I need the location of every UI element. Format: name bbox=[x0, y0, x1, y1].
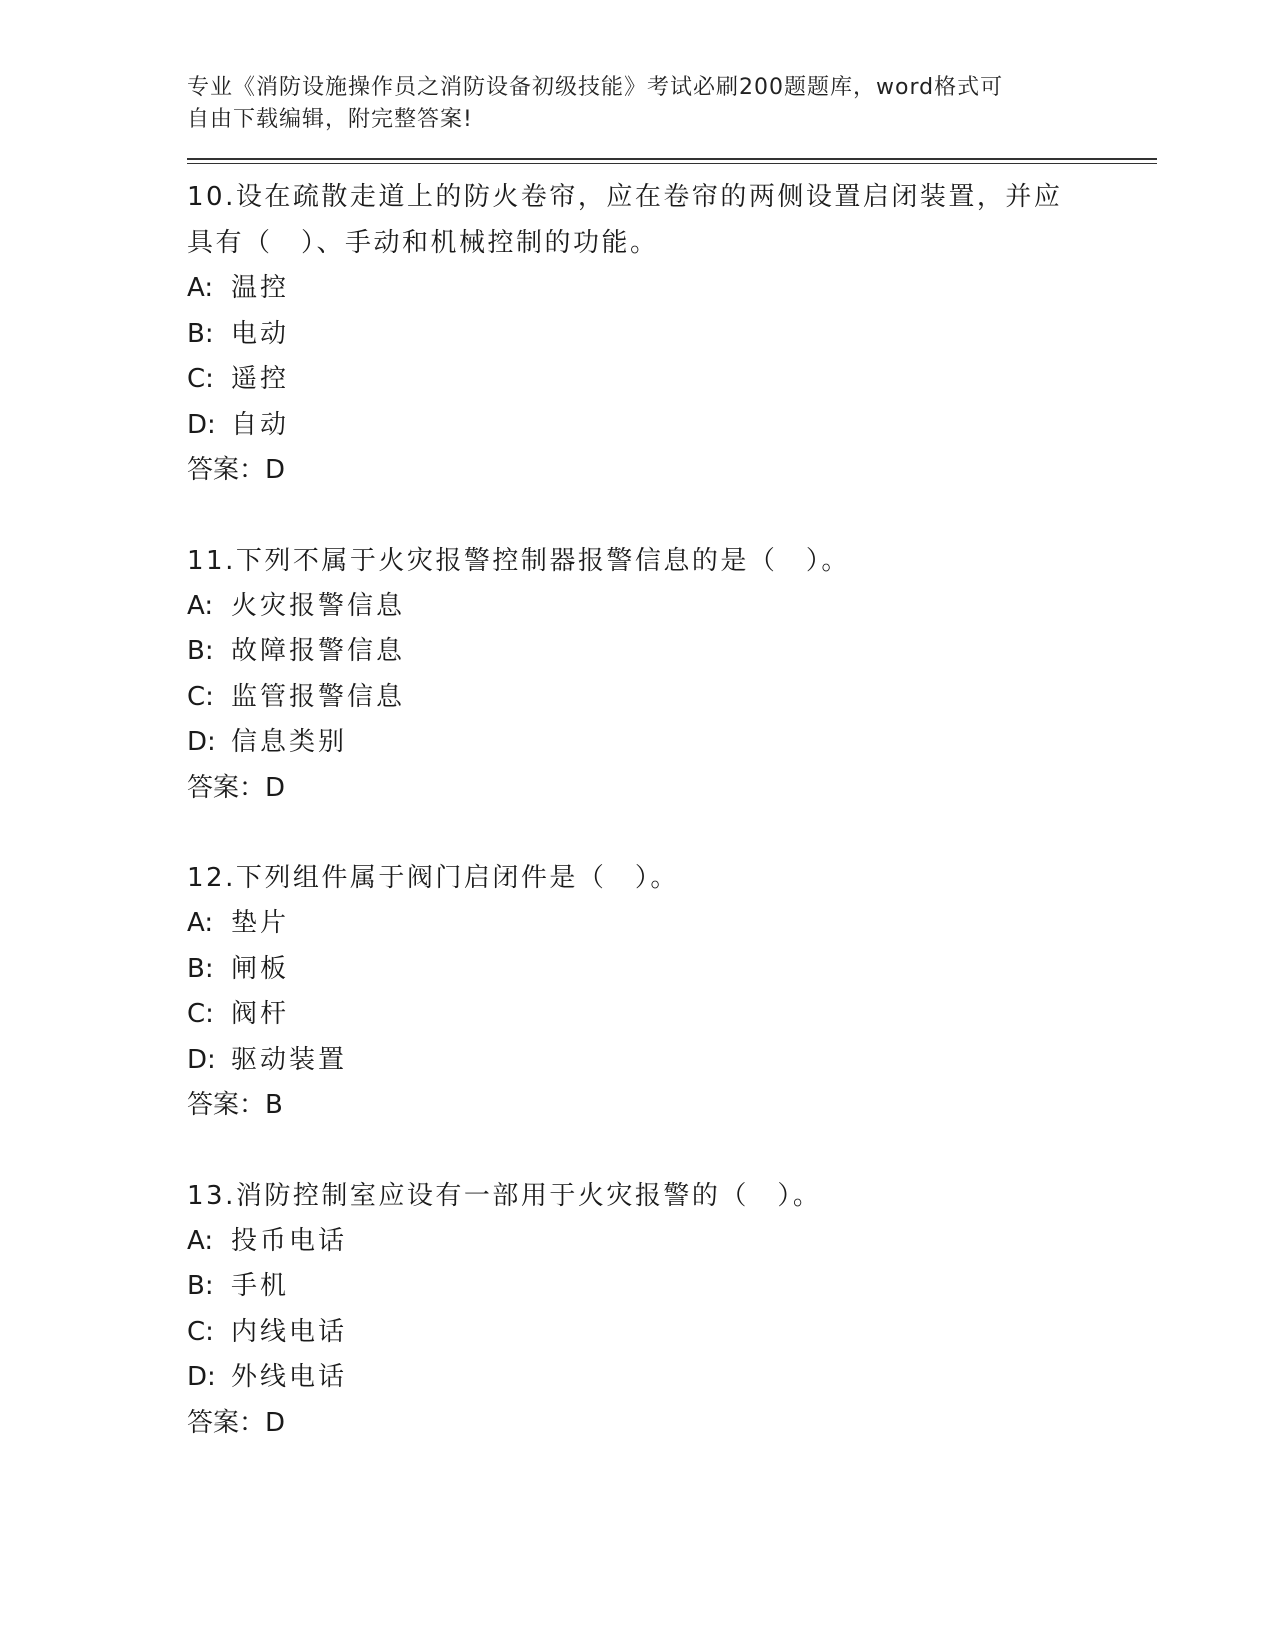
option-key: C: bbox=[187, 999, 214, 1029]
question-stem-continued: 具有（ ）、手动和机械控制的功能。 bbox=[187, 228, 659, 258]
option-text: 故障报警信息 bbox=[231, 636, 406, 666]
option-key: A: bbox=[187, 908, 214, 938]
option-a bbox=[187, 901, 1157, 947]
option-c bbox=[187, 992, 1157, 1038]
question-stem: 10.设在疏散走道上的防火卷帘，应在卷帘的两侧设置启闭装置，并应 bbox=[187, 182, 1063, 212]
option-key: C: bbox=[187, 681, 214, 712]
option-c bbox=[187, 675, 1157, 721]
option-a bbox=[187, 266, 1157, 312]
option-a bbox=[187, 1219, 1157, 1265]
option-key: A: bbox=[187, 590, 214, 621]
question-stem: 11.下列不属于火灾报警控制器报警信息的是（ ）。 bbox=[187, 545, 850, 576]
option-b bbox=[187, 1264, 1157, 1310]
document-page bbox=[187, 72, 1157, 1446]
option-key: D: bbox=[187, 727, 216, 757]
option-text: 垫片 bbox=[231, 908, 290, 938]
question-block bbox=[187, 538, 1157, 812]
option-key: B: bbox=[187, 1271, 214, 1301]
option-key: B: bbox=[187, 636, 214, 666]
option-key: C: bbox=[187, 1316, 214, 1347]
option-text: 阀杆 bbox=[231, 999, 290, 1029]
option-d bbox=[187, 403, 1157, 449]
option-d bbox=[187, 720, 1157, 766]
answer-line: 答案：D bbox=[187, 1407, 286, 1438]
option-text: 投币电话 bbox=[231, 1225, 348, 1256]
option-b bbox=[187, 629, 1157, 675]
answer-line: 答案：D bbox=[187, 455, 286, 485]
header-divider bbox=[187, 158, 1157, 164]
option-text: 驱动装置 bbox=[231, 1044, 348, 1075]
question-stem: 13.消防控制室应设有一部用于火灾报警的（ ）。 bbox=[187, 1180, 822, 1211]
header-line-1: 专业《消防设施操作员之消防设备初级技能》考试必刷200题题库，word格式可 bbox=[187, 75, 1004, 100]
option-key: A: bbox=[187, 1225, 214, 1256]
option-c bbox=[187, 1310, 1157, 1356]
option-text: 内线电话 bbox=[231, 1316, 348, 1347]
option-text: 自动 bbox=[231, 409, 290, 440]
answer-line: 答案：B bbox=[187, 1090, 283, 1120]
option-text: 火灾报警信息 bbox=[231, 590, 406, 621]
option-text: 电动 bbox=[231, 318, 290, 349]
option-text: 信息类别 bbox=[231, 727, 348, 757]
option-b bbox=[187, 312, 1157, 358]
option-c bbox=[187, 357, 1157, 403]
option-key: B: bbox=[187, 318, 214, 349]
option-key: D: bbox=[187, 1362, 216, 1392]
option-d bbox=[187, 1038, 1157, 1084]
option-key: B: bbox=[187, 953, 214, 984]
option-text: 外线电话 bbox=[231, 1362, 348, 1392]
option-key: D: bbox=[187, 1044, 216, 1075]
option-a bbox=[187, 584, 1157, 630]
option-key: D: bbox=[187, 409, 216, 440]
option-key: C: bbox=[187, 364, 214, 394]
header-line-2: 自由下载编辑，附完整答案! bbox=[187, 107, 473, 132]
question-block bbox=[187, 1173, 1157, 1447]
option-key: A: bbox=[187, 273, 214, 303]
question-block bbox=[187, 174, 1157, 494]
option-text: 温控 bbox=[231, 273, 290, 303]
option-text: 遥控 bbox=[231, 364, 290, 394]
question-stem: 12.下列组件属于阀门启闭件是（ ）。 bbox=[187, 863, 679, 893]
document-header bbox=[187, 72, 1157, 136]
answer-line: 答案：D bbox=[187, 772, 286, 803]
option-text: 手机 bbox=[231, 1271, 290, 1301]
option-text: 闸板 bbox=[231, 953, 290, 984]
option-text: 监管报警信息 bbox=[231, 681, 406, 712]
question-block bbox=[187, 855, 1157, 1129]
option-b bbox=[187, 947, 1157, 993]
option-d bbox=[187, 1355, 1157, 1401]
